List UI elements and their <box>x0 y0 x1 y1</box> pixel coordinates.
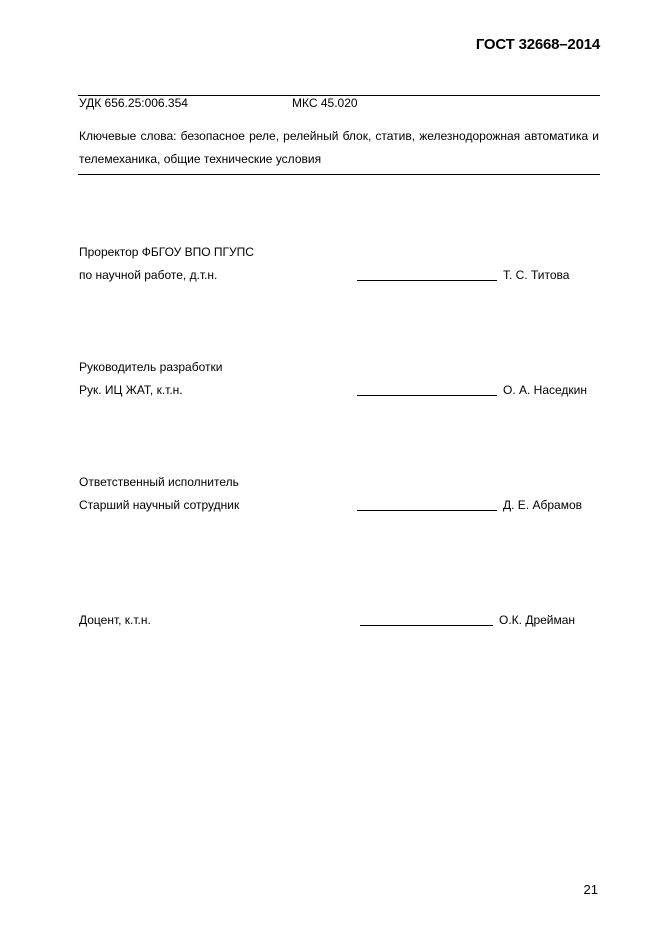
signatory-title: по научной работе, д.т.н. <box>79 268 218 282</box>
bottom-rule <box>78 174 600 175</box>
signatory-block <box>79 609 609 632</box>
signatory-title: Старший научный сотрудник <box>79 498 240 512</box>
signatory-title: Доцент, к.т.н. <box>79 613 151 627</box>
signatory-title: Рук. ИЦ ЖАТ, к.т.н. <box>79 383 183 397</box>
signatory-block <box>79 356 609 402</box>
signature-area <box>360 609 575 632</box>
classification-line <box>79 96 358 110</box>
signatory-name: Д. Е. Абрамов <box>503 498 582 512</box>
udk-code: УДК 656.25:006.354 <box>79 96 188 110</box>
signatory-position: Проректор ФБГОУ ВПО ПГУПС <box>79 245 254 259</box>
signatory-row <box>79 609 609 632</box>
signatory-name: О.К. Дрейман <box>499 613 576 627</box>
signatory-row <box>79 379 609 402</box>
signature-blank <box>357 266 497 281</box>
signatory-row <box>79 494 609 517</box>
signature-blank <box>360 611 493 626</box>
signature-area <box>357 494 582 517</box>
signatory-name: Т. С. Титова <box>503 268 570 282</box>
signatory-position: Ответственный исполнитель <box>79 475 239 489</box>
signatory-name: О. А. Наседкин <box>503 383 588 397</box>
signature-area <box>357 264 569 287</box>
signatory-block <box>79 471 609 517</box>
signatory-block <box>79 241 609 287</box>
mks-code: МКС 45.020 <box>292 96 358 110</box>
signature-blank <box>357 381 497 396</box>
signature-blank <box>357 496 497 511</box>
signatory-row <box>79 264 609 287</box>
signature-area <box>357 379 587 402</box>
standard-code: ГОСТ 32668–2014 <box>475 36 600 53</box>
keywords-text: Ключевые слова: безопасное реле, релейный блок, статив, железнодорожная автоматика и телемеханика, общие технические условия <box>79 129 599 166</box>
page-number: 21 <box>583 882 598 897</box>
signatory-position: Руководитель разработки <box>79 360 223 374</box>
